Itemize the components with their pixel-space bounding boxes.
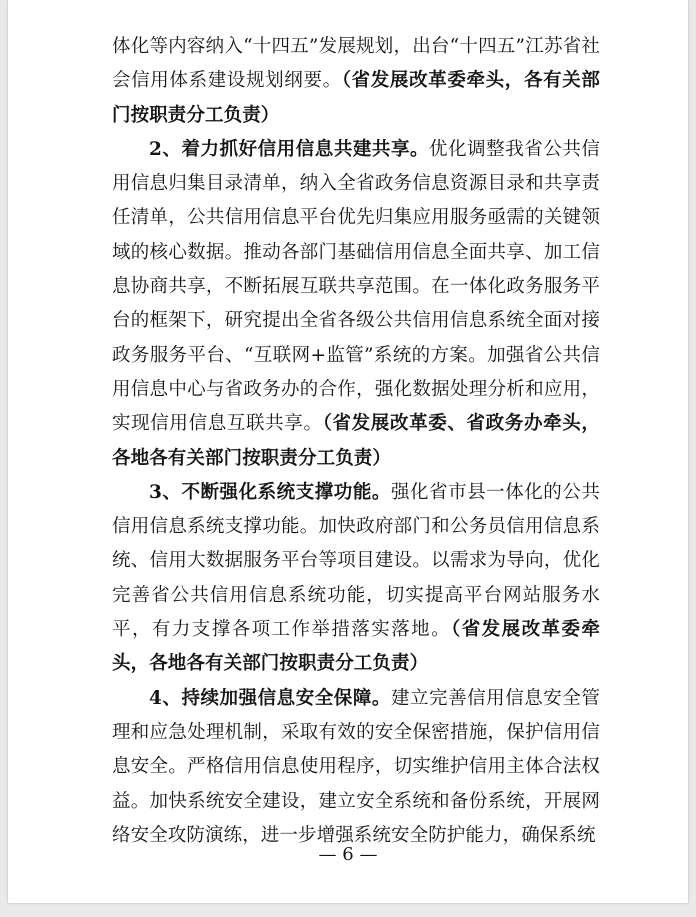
paragraph-1 [112, 30, 600, 133]
paragraph-4-text: 建立完善信用信息安全管理和应急处理机制，采取有效的安全保密措施，保护信用信息安全。严格信用信息使用程序，切实维护信用主体合法权益。加快系统安全建设，建立安全系统和备份系统，开展网络安全攻防演练，进一步增强系统安全防护能力，确保系统 [112, 687, 600, 846]
paragraph-2-heading: 2、着力抓好信用信息共建共享。 [149, 138, 430, 160]
page-number: — 6 — [318, 844, 378, 865]
paragraph-3-responsibility: （省发展改革委牵头，各地各有关部门按职责分工负责） [112, 619, 600, 675]
paragraph-1-responsibility: （省发展改革委牵头，各有关部门按职责分工负责） [112, 70, 600, 126]
document-body [112, 30, 600, 853]
paragraph-4-heading: 4、持续加强信息安全保障。 [149, 687, 391, 709]
paragraph-3-heading: 3、不断强化系统支撑功能。 [149, 481, 391, 503]
paragraph-3 [112, 476, 600, 682]
paragraph-2 [112, 133, 600, 476]
paragraph-2-responsibility: （省发展改革委、省政务办牵头，各地各有关部门按职责分工负责） [112, 413, 600, 469]
paragraph-2-text: 优化调整我省公共信用信息归集目录清单，纳入全省政务信息资源目录和共享责任清单，公共信用信息平台优先归集应用服务亟需的关键领域的核心数据。推动各部门基础信用信息全面共享、加工信息协商共享，不断拓展互联共享范围。在一体化政务服务平台的框架下，研究提出全省各级公共信用信息系统全面对接政务服务平台、“互联网+监管”系统的方案。加强省公共信用信息中心与省政务办的合作，强化数据处理分析和应用，实现信用信息互联共享。 [112, 138, 601, 435]
paragraph-4 [112, 682, 600, 853]
paragraph-1-text: 体化等内容纳入“十四五”发展规划，出台“十四五”江苏省社会信用体系建设规划纲要。 [112, 36, 600, 92]
paragraph-3-text: 强化省市县一体化的公共信用信息系统支撑功能。加快政府部门和公务员信用信息系统、信用大数据服务平台等项目建设。以需求为导向，优化完善省公共信用信息系统功能，切实提高平台网站服务水平，有力支撑各项工作举措落实落地。 [112, 481, 600, 641]
document-page [8, 0, 688, 903]
